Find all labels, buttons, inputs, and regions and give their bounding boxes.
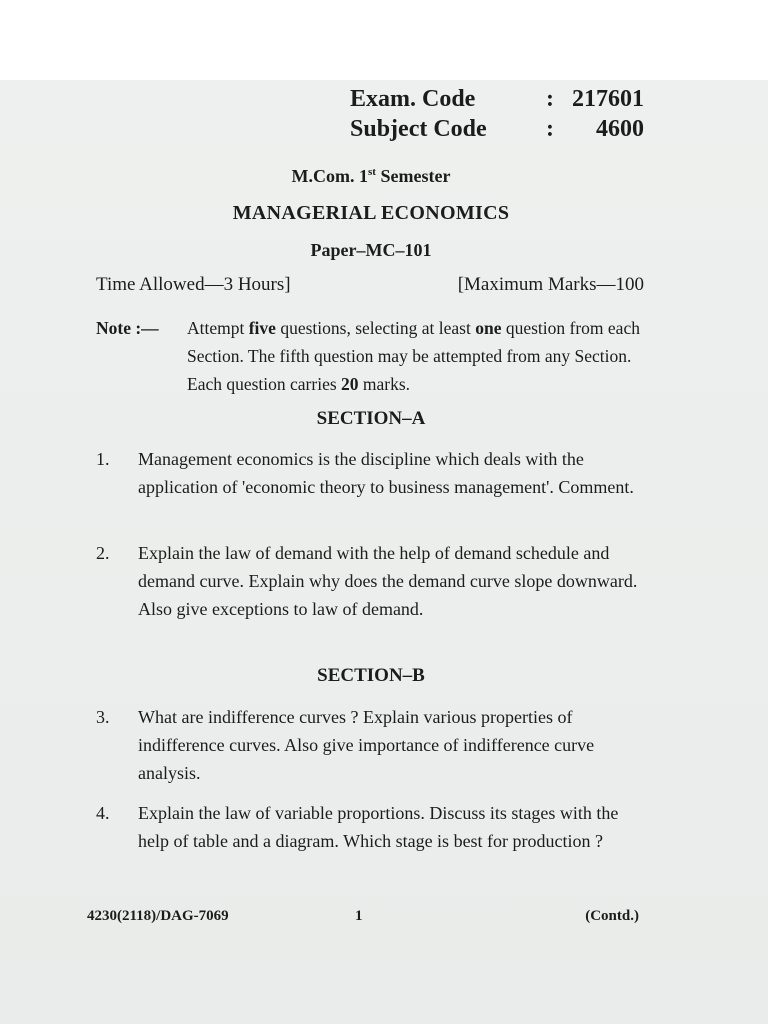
question-4 xyxy=(96,799,646,855)
note-text xyxy=(187,314,646,398)
question-1 xyxy=(96,445,646,501)
question-text: Explain the law of variable proportions. Discuss its stages with the help of table and a diagram. Which stage is best for production ? xyxy=(138,803,619,851)
section-b-heading: SECTION–B xyxy=(317,665,425,686)
subject-code-row xyxy=(350,114,650,144)
note-bold-one: one xyxy=(475,318,502,338)
exam-code-row xyxy=(350,84,650,114)
section-a-heading: SECTION–A xyxy=(316,408,426,429)
continued-label: (Contd.) xyxy=(585,908,639,924)
question-text: Explain the law of demand with the help of demand schedule and demand curve. Explain why does the demand curve slope downward. Also give exceptions to law of demand. xyxy=(138,543,638,619)
degree-superscript: st xyxy=(368,166,376,178)
note-text-part: marks. xyxy=(358,374,411,394)
question-text: Management economics is the discipline which deals with the application of 'economic theory to business management'. Comment. xyxy=(138,449,634,497)
note-text-part: question from each Section. The fifth question may be attempted from any Section. Each question carries xyxy=(187,318,640,394)
subject-code-separator: : xyxy=(546,116,554,142)
exam-code-value: 217601 xyxy=(572,86,644,112)
degree-name: M.Com. 1 xyxy=(291,166,369,186)
instructions-note xyxy=(96,314,646,398)
subject-code-label: Subject Code xyxy=(350,116,487,142)
note-text-part: questions, selecting at least xyxy=(275,318,476,338)
maximum-marks: [Maximum Marks—100 xyxy=(457,274,644,295)
question-number: 3. xyxy=(96,707,110,727)
note-text-part: Attempt xyxy=(187,318,249,338)
note-bold-marks: 20 xyxy=(341,374,359,394)
note-label: Note :— xyxy=(96,318,159,338)
time-allowed: Time Allowed—3 Hours] xyxy=(96,274,291,295)
exam-codes xyxy=(350,84,650,144)
note-bold-five: five xyxy=(248,318,276,338)
semester-label: Semester xyxy=(375,166,451,186)
exam-code-label: Exam. Code xyxy=(350,86,476,112)
question-number: 4. xyxy=(96,803,110,823)
question-3 xyxy=(96,703,646,787)
degree-semester xyxy=(96,166,646,187)
question-number: 1. xyxy=(96,449,110,469)
footer-code: 4230(2118)/DAG-7069 xyxy=(87,908,229,924)
page-number: 1 xyxy=(355,908,363,924)
exam-code-separator: : xyxy=(546,86,554,112)
question-2 xyxy=(96,539,646,623)
time-marks-line xyxy=(96,274,644,296)
question-number: 2. xyxy=(96,543,110,563)
paper-code: Paper–MC–101 xyxy=(310,240,432,260)
subject-title: MANAGERIAL ECONOMICS xyxy=(232,202,510,224)
question-text: What are indifference curves ? Explain various properties of indifference curves. Also give importance of indifference curve analysis. xyxy=(138,707,595,783)
subject-code-value: 4600 xyxy=(596,116,644,142)
